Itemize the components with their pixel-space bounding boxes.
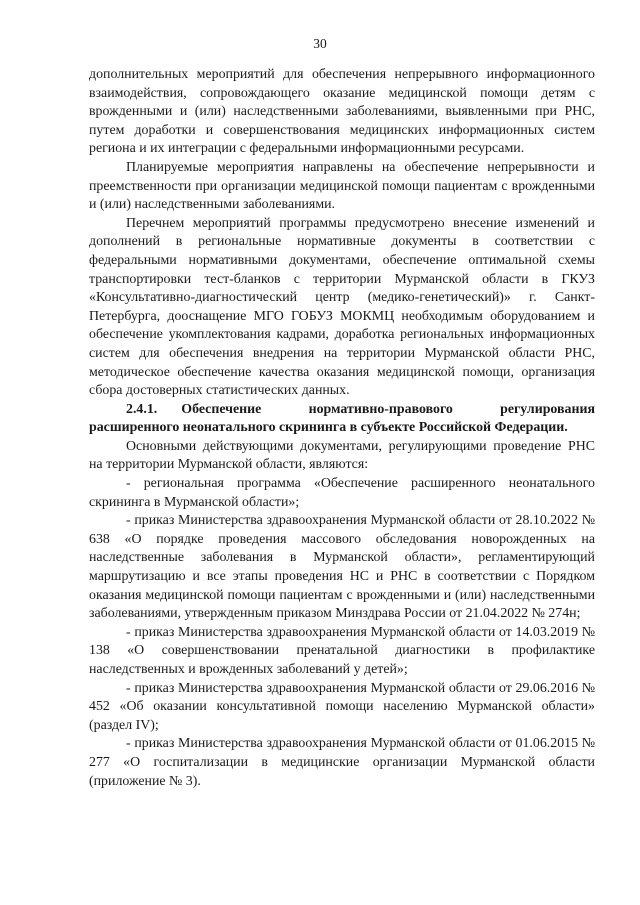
document-body (89, 66, 595, 791)
paragraph-measures-list: Перечнем мероприятий программы предусмотрено внесение изменений и дополнений в региональные нормативные документы в соответствии с федеральными нормативными документами, обеспечение оптимальной схемы транспортировки тест-бланков с территории Мурманской области в ГКУЗ «Консультативно-диагностический центр (медико-генетический)» г. Санкт-Петербурга, дооснащение МГО ГОБУЗ МОКМЦ необходимым оборудованием и обеспечение укомплектования кадрами, доработка региональных информационных систем для обеспечения внедрения на территории Мурманской области РНС, методическое обеспечение качества оказания медицинской помощи, организация сбора достоверных статистических данных. (89, 215, 595, 399)
section-heading (89, 401, 595, 438)
paragraph-intro: Основными действующими документами, регулирующими проведение РНС на территории Мурманской области, являются: (89, 438, 595, 473)
section-title: Обеспечение нормативно-правового регулирования расширенного неонатального скрининга в субъекте Российской Федерации. (89, 401, 595, 436)
list-item: - приказ Министерства здравоохранения Мурманской области от 14.03.2019 № 138 «О совершенствовании пренатальной диагностики в профилактике наследственных и врожденных заболеваний у детей»; (89, 624, 595, 677)
section-number: 2.4.1. (126, 401, 158, 417)
list-item: - приказ Министерства здравоохранения Мурманской области от 01.06.2015 № 277 «О госпитализации в медицинские организации Мурманской области (приложение № 3). (89, 736, 595, 789)
paragraph-continuation: дополнительных мероприятий для обеспечения непрерывного информационного взаимодействия, сопровождающего оказание медицинской помощи детям с врожденными и (или) наследственными заболеваниями, выявленными при РНС, путем доработки и совершенствования медицинских информационных систем региона и их интеграции с федеральными информационными ресурсами. (89, 67, 595, 157)
paragraph-planned-measures: Планируемые мероприятия направлены на обеспечение непрерывности и преемственности при организации медицинской помощи пациентам с врожденными и (или) наследственными заболеваниями. (89, 159, 595, 213)
page-number: 30 (313, 36, 327, 51)
list-item: - приказ Министерства здравоохранения Мурманской области от 29.06.2016 № 452 «Об оказании консультативной помощи населению Мурманской области» (раздел IV); (89, 680, 595, 733)
list-item: - региональная программа «Обеспечение расширенного неонатального скрининга в Мурманской области»; (89, 476, 595, 510)
list-item: - приказ Министерства здравоохранения Мурманской области от 28.10.2022 № 638 «О порядке проведения массового обследования новорожденных на наследственные заболевания в Мурманской области», регламентирующий маршрутизацию и все этапы проведения НС и РНС в соответствии с Порядком оказания медицинской помощи пациентам с врожденными и (или) наследственными заболеваниями, утвержденным приказом Минздрава России от 21.04.2022 № 274н; (89, 513, 595, 622)
